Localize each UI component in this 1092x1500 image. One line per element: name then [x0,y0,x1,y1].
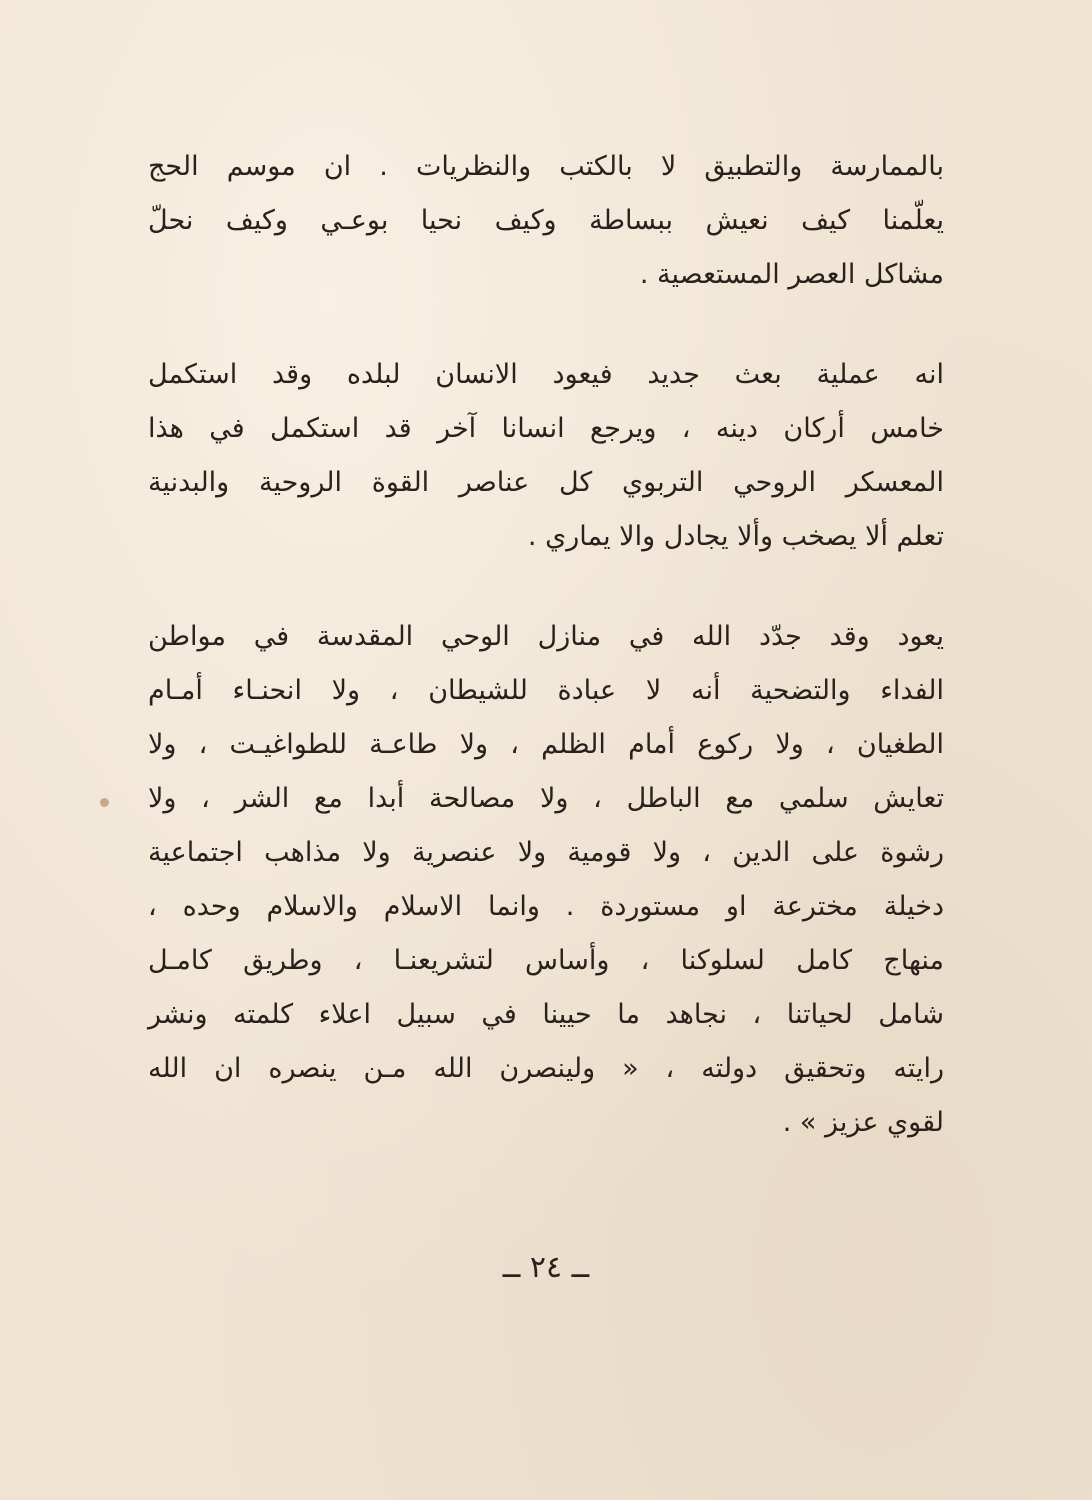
paragraph-3 [148,610,944,1150]
text-line: يعلّمنا كيف نعيش ببساطة وكيف نحيا بوعـي وكيف نحلّ [148,205,944,236]
text-line: تعايش سلمي مع الباطل ، ولا مصالحة أبدا مع الشر ، ولا [148,783,944,814]
text-line: خامس أركان دينه ، ويرجع انسانا آخر قد استكمل في هذا [148,413,944,444]
paragraph-1 [148,140,944,302]
text-line: منهاج كامل لسلوكنا ، وأساس لتشريعنـا ، وطريق كامـل [148,945,944,976]
text-line: رايته وتحقيق دولته ، « ولينصرن الله مـن ينصره ان الله [148,1053,944,1084]
paragraph-2 [148,348,944,564]
text-line: شامل لحياتنا ، نجاهد ما حيينا في سبيل اعلاء كلمته ونشر [148,999,944,1030]
text-line: انه عملية بعث جديد فيعود الانسان لبلده وقد استكمل [148,359,944,390]
text-line: يعود وقد جدّد الله في منازل الوحي المقدسة في مواطن [148,621,944,652]
text-line: بالممارسة والتطبيق لا بالكتب والنظريات . ان موسم الحج [148,151,944,182]
text-line: تعلم ألا يصخب وألا يجادل والا يماري . [527,521,944,552]
page-number: ــ ٢٤ ــ [502,1250,590,1285]
text-line: الطغيان ، ولا ركوع أمام الظلم ، ولا طاعـة للطواغيـت ، ولا [148,729,944,760]
text-line: لقوي عزيز » . [782,1107,944,1138]
body-text [148,140,944,1150]
text-line: دخيلة مخترعة او مستوردة . وانما الاسلام والاسلام وحده ، [148,891,944,922]
paper-spot [100,798,109,807]
text-line: المعسكر الروحي التربوي كل عناصر القوة الروحية والبدنية [148,467,944,498]
text-line: مشاكل العصر المستعصية . [639,259,944,290]
text-line: الفداء والتضحية أنه لا عبادة للشيطان ، ولا انحنـاء أمـام [148,675,944,706]
text-line: رشوة على الدين ، ولا قومية ولا عنصرية ولا مذاهب اجتماعية [148,837,944,868]
